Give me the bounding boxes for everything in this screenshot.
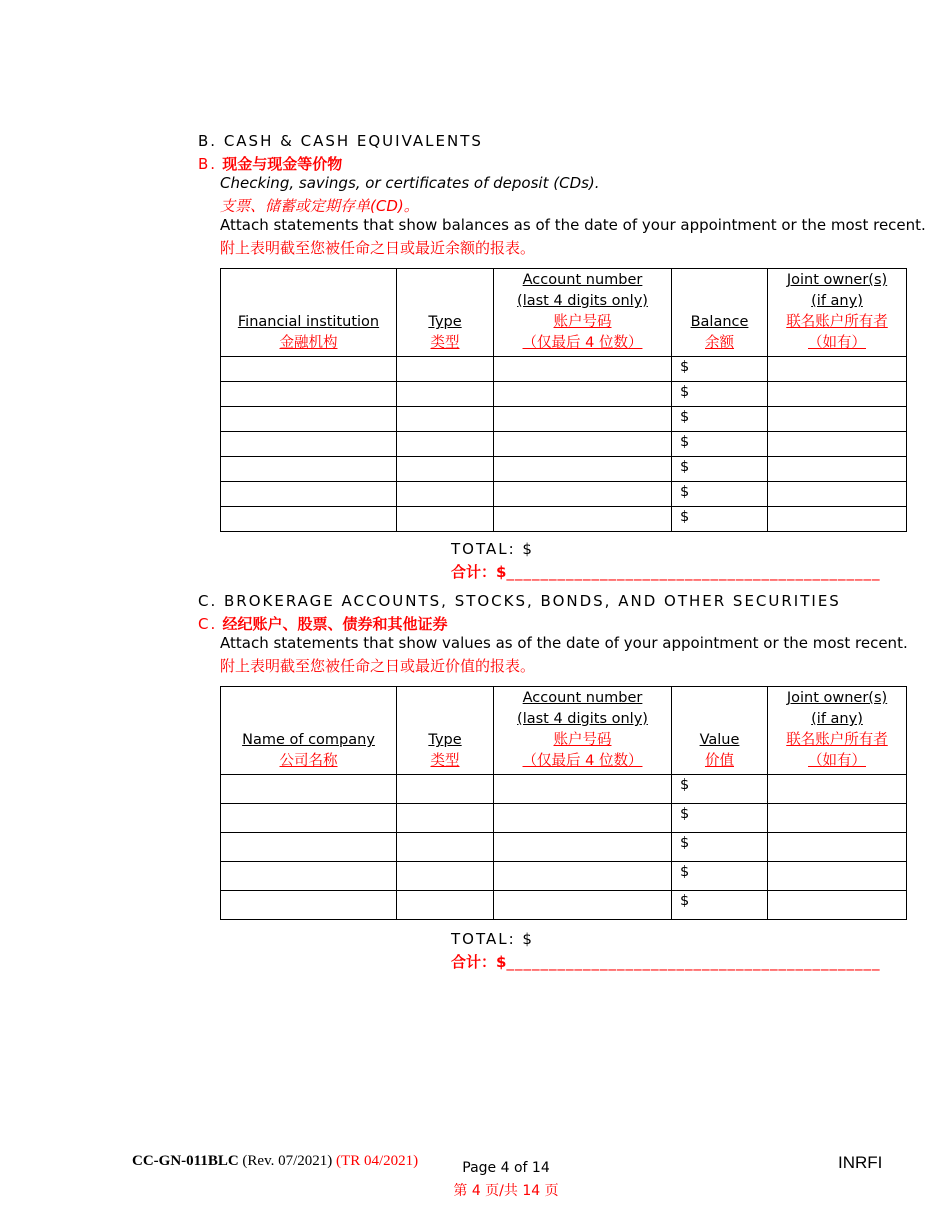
column-header-type [397, 269, 494, 357]
value-cell[interactable] [672, 891, 768, 920]
section-b-attach-note: Attach statements that show balances as of the date of your appointment or the most recent. [220, 216, 926, 234]
joint-owner-cell[interactable] [768, 833, 907, 862]
page-number-zh: 第 4 页/共 14 页 [453, 1183, 559, 1199]
section-c-heading: C. BROKERAGE ACCOUNTS, STOCKS, BONDS, AND OTHER SECURITIES [198, 592, 841, 610]
type-cell[interactable] [397, 891, 494, 920]
account-number-cell[interactable] [494, 382, 672, 407]
column-header-account-number [494, 687, 672, 775]
header-zh: 联名账户所有者 [786, 314, 888, 330]
table-row [221, 891, 907, 920]
balance-cell[interactable] [672, 382, 768, 407]
financial-institution-cell[interactable] [221, 507, 397, 532]
section-c-total-zh [451, 951, 880, 972]
table-row [221, 833, 907, 862]
header-zh: 类型 [430, 335, 460, 351]
company-name-cell[interactable] [221, 862, 397, 891]
section-b-heading-zh [198, 153, 342, 174]
translation-revision: (TR 04/2021) [336, 1153, 419, 1169]
table-row [221, 457, 907, 482]
value-cell[interactable] [672, 804, 768, 833]
balance-cell[interactable] [672, 432, 768, 457]
joint-owner-cell[interactable] [768, 432, 907, 457]
header-en: Joint owner(s) [786, 272, 888, 288]
currency-symbol: $ [680, 459, 690, 475]
joint-owner-cell[interactable] [768, 775, 907, 804]
header-zh: 账户号码 [553, 732, 612, 748]
brokerage-table-header-row [221, 687, 907, 775]
type-cell[interactable] [397, 357, 494, 382]
form-id: CC-GN-011BLC [132, 1153, 239, 1169]
currency-symbol: $ [680, 484, 690, 500]
column-header-type [397, 687, 494, 775]
header-zh: 余额 [705, 335, 734, 351]
header-en: Account number [522, 690, 643, 706]
company-name-cell[interactable] [221, 833, 397, 862]
header-en-sub: (if any) [811, 711, 863, 727]
section-c-attach-note-zh: 附上表明截至您被任命之日或最近价值的报表。 [220, 657, 536, 675]
column-header-financial-institution [221, 269, 397, 357]
brokerage-accounts-table [220, 686, 907, 920]
account-number-cell[interactable] [494, 862, 672, 891]
joint-owner-cell[interactable] [768, 457, 907, 482]
currency-symbol: $ [680, 777, 690, 793]
column-header-joint-owners [768, 687, 907, 775]
joint-owner-cell[interactable] [768, 482, 907, 507]
joint-owner-cell[interactable] [768, 407, 907, 432]
table-row [221, 382, 907, 407]
account-number-cell[interactable] [494, 432, 672, 457]
section-c-title-zh: 经纪账户、股票、债券和其他证券 [222, 615, 448, 633]
section-c-letter-zh: C. [198, 615, 218, 633]
header-zh-sub: （仅最后 4 位数） [522, 335, 643, 351]
header-en: Value [699, 732, 740, 748]
column-header-value [672, 687, 768, 775]
currency-symbol: $ [680, 509, 690, 525]
section-b-title-zh: 现金与现金等价物 [222, 155, 343, 173]
header-zh: 公司名称 [279, 753, 338, 769]
table-row [221, 407, 907, 432]
financial-institution-cell[interactable] [221, 382, 397, 407]
value-cell[interactable] [672, 775, 768, 804]
account-number-cell[interactable] [494, 891, 672, 920]
section-c-heading-zh [198, 613, 448, 634]
balance-cell[interactable] [672, 507, 768, 532]
section-c-attach-note: Attach statements that show values as of the date of your appointment or the most recent. [220, 634, 908, 652]
account-number-cell[interactable] [494, 457, 672, 482]
account-number-cell[interactable] [494, 407, 672, 432]
total-entry-line[interactable]: ____________________________________________ [506, 563, 881, 581]
balance-cell[interactable] [672, 357, 768, 382]
cash-accounts-table [220, 268, 907, 532]
form-identifier [132, 1153, 418, 1170]
section-b-description-zh: 支票、储蓄或定期存单(CD)。 [220, 197, 419, 215]
account-number-cell[interactable] [494, 482, 672, 507]
account-number-cell[interactable] [494, 804, 672, 833]
header-en-sub: (if any) [811, 293, 863, 309]
balance-cell[interactable] [672, 457, 768, 482]
total-zh-label: 合计：$ [451, 563, 507, 581]
column-header-company-name [221, 687, 397, 775]
form-code: INRFI [838, 1153, 883, 1172]
header-zh-sub: （仅最后 4 位数） [522, 753, 643, 769]
joint-owner-cell[interactable] [768, 862, 907, 891]
joint-owner-cell[interactable] [768, 891, 907, 920]
financial-institution-cell[interactable] [221, 407, 397, 432]
table-row [221, 775, 907, 804]
table-row [221, 862, 907, 891]
company-name-cell[interactable] [221, 891, 397, 920]
table-row [221, 482, 907, 507]
column-header-balance [672, 269, 768, 357]
joint-owner-cell[interactable] [768, 382, 907, 407]
header-zh: 联名账户所有者 [786, 732, 888, 748]
header-en: Joint owner(s) [786, 690, 888, 706]
column-header-joint-owners [768, 269, 907, 357]
currency-symbol: $ [680, 835, 690, 851]
section-c-total-label: TOTAL: $ [451, 930, 534, 948]
section-b-description: Checking, savings, or certificates of deposit (CDs). [220, 174, 600, 192]
joint-owner-cell[interactable] [768, 357, 907, 382]
value-cell[interactable] [672, 862, 768, 891]
account-number-cell[interactable] [494, 507, 672, 532]
header-zh: 金融机构 [279, 335, 338, 351]
balance-cell[interactable] [672, 482, 768, 507]
header-en: Balance [690, 314, 749, 330]
currency-symbol: $ [680, 893, 690, 909]
header-en-sub: (last 4 digits only) [517, 293, 648, 309]
form-revision: (Rev. 07/2021) [242, 1153, 333, 1169]
value-cell[interactable] [672, 833, 768, 862]
section-b-heading: B. CASH & CASH EQUIVALENTS [198, 132, 483, 150]
cash-table-header-row [221, 269, 907, 357]
account-number-cell[interactable] [494, 357, 672, 382]
section-b-letter-zh: B. [198, 155, 218, 173]
header-zh: 价值 [705, 753, 734, 769]
table-row [221, 432, 907, 457]
header-zh: 账户号码 [553, 314, 612, 330]
joint-owner-cell[interactable] [768, 507, 907, 532]
header-en: Type [428, 314, 462, 330]
type-cell[interactable] [397, 775, 494, 804]
table-row [221, 507, 907, 532]
table-row [221, 804, 907, 833]
type-cell[interactable] [397, 833, 494, 862]
total-entry-line[interactable]: ____________________________________________ [506, 953, 881, 971]
header-en: Account number [522, 272, 643, 288]
header-zh-sub: （如有） [808, 335, 866, 351]
type-cell[interactable] [397, 862, 494, 891]
section-b-attach-note-zh: 附上表明截至您被任命之日或最近余额的报表。 [220, 239, 536, 257]
type-cell[interactable] [397, 432, 494, 457]
balance-cell[interactable] [672, 407, 768, 432]
company-name-cell[interactable] [221, 804, 397, 833]
header-zh: 类型 [430, 753, 460, 769]
currency-symbol: $ [680, 409, 690, 425]
type-cell[interactable] [397, 482, 494, 507]
financial-institution-cell[interactable] [221, 482, 397, 507]
company-name-cell[interactable] [221, 775, 397, 804]
header-en: Name of company [242, 732, 375, 748]
total-zh-label: 合计：$ [451, 953, 507, 971]
account-number-cell[interactable] [494, 775, 672, 804]
type-cell[interactable] [397, 457, 494, 482]
header-en: Financial institution [237, 314, 380, 330]
table-row [221, 357, 907, 382]
currency-symbol: $ [680, 384, 690, 400]
header-zh-sub: （如有） [808, 753, 866, 769]
column-header-account-number [494, 269, 672, 357]
type-cell[interactable] [397, 407, 494, 432]
header-en-sub: (last 4 digits only) [517, 711, 648, 727]
type-cell[interactable] [397, 382, 494, 407]
header-en: Type [428, 732, 462, 748]
section-b-total-zh [451, 561, 880, 582]
currency-symbol: $ [680, 864, 690, 880]
currency-symbol: $ [680, 806, 690, 822]
page-number: Page 4 of 14 [462, 1160, 550, 1176]
financial-institution-cell[interactable] [221, 457, 397, 482]
currency-symbol: $ [680, 359, 690, 375]
joint-owner-cell[interactable] [768, 804, 907, 833]
type-cell[interactable] [397, 507, 494, 532]
financial-institution-cell[interactable] [221, 357, 397, 382]
currency-symbol: $ [680, 434, 690, 450]
financial-institution-cell[interactable] [221, 432, 397, 457]
account-number-cell[interactable] [494, 833, 672, 862]
type-cell[interactable] [397, 804, 494, 833]
section-b-total-label: TOTAL: $ [451, 540, 534, 558]
